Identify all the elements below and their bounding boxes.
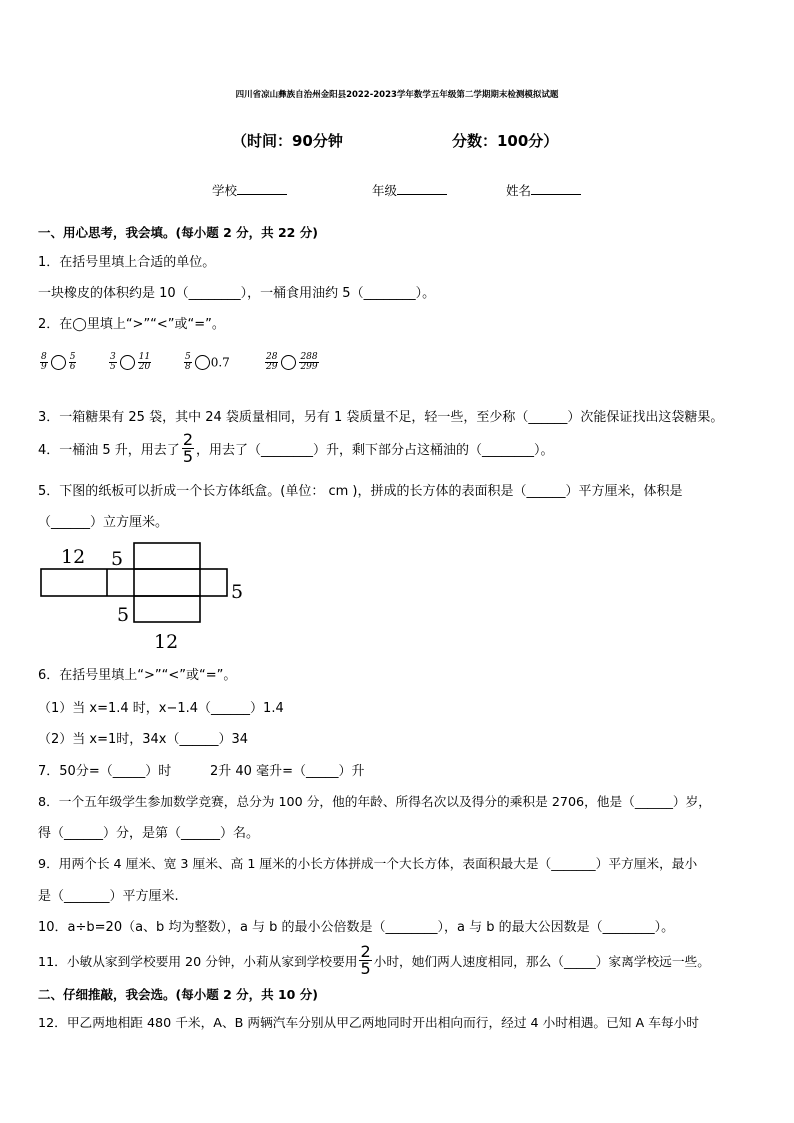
grade-label: 年级 <box>372 183 398 198</box>
question-11-text: 11．小敏从家到学校要用 20 分钟，小莉从家到学校要用 $\frac{2}{5}$ 小时，她们两人速度相同，那么（_____）家离学校远一些。 <box>38 942 710 978</box>
question-6-part1: （1）当 x=1.4 时，x−1.4（______）1.4 <box>38 701 284 716</box>
name-label: 姓名 <box>506 183 532 198</box>
question-9-text: 9．用两个长 4 厘米、宽 3 厘米、高 1 厘米的小长方体拼成一个大长方体，表面积最大是（_______）平方厘米，最小 <box>38 856 698 871</box>
compare-circle[interactable] <box>195 355 210 370</box>
question-8-text-2: 得（______）分，是第（______）名。 <box>38 826 260 841</box>
name-blank[interactable] <box>531 182 581 195</box>
fraction: $\frac{28}{29}$ <box>266 352 278 372</box>
question-5-text-2: （______）立方厘米。 <box>38 515 169 530</box>
fraction: $\frac{5}{6}$ <box>69 352 76 372</box>
question-2-text: 2．在◯里填上“>”“<”或“=”。 <box>38 317 225 332</box>
question-6-text: 6．在括号里填上“>”“<”或“=”。 <box>38 668 237 683</box>
name-field <box>506 181 581 199</box>
question-9-text-2: 是（_______）平方厘米. <box>38 889 179 904</box>
school-blank[interactable] <box>237 182 287 195</box>
section-heading-1: 一、用心思考，我会填。(每小题 2 分，共 22 分) <box>38 225 318 240</box>
fraction: $\frac{5}{8}$ <box>185 352 191 372</box>
grade-blank[interactable] <box>397 182 447 195</box>
question-6-part2: （2）当 x=1时，34x（______）34 <box>38 732 249 747</box>
question-5-text: 5．下图的纸板可以折成一个长方体纸盒。(单位： cm )，拼成的长方体的表面积是（______）平方厘米，体积是 <box>38 484 683 499</box>
label-top-mid: 5 <box>111 548 124 570</box>
question-8-text: 8．一个五年级学生参加数学竞赛，总分为 100 分，他的年龄、所得名次以及得分的乘积是 2706，他是（______）岁， <box>38 794 711 809</box>
exam-time: （时间：90分钟 <box>232 132 343 150</box>
label-bottom: 12 <box>154 631 179 653</box>
grade-field <box>372 181 447 199</box>
school-field <box>212 181 287 199</box>
fraction: $\frac{288}{299}$ <box>300 352 318 372</box>
fraction: $\frac{3}{5}$ <box>110 352 116 372</box>
compare-item <box>107 353 153 372</box>
compare-item <box>263 353 321 372</box>
compare-circle[interactable] <box>120 355 135 370</box>
question-1-text: 1．在括号里填上合适的单位。 <box>38 255 216 270</box>
question-3-text: 3．一箱糖果有 25 袋，其中 24 袋质量相同，另有 1 袋质量不足，轻一些，至少称（______）次能保证找出这袋糖果。 <box>38 410 724 425</box>
question-12-text: 12．甲乙两地相距 480 千米，A、B 两辆汽车分别从甲乙两地同时开出相向而行，经过 4 小时相遇。已知 A 车每小时 <box>38 1015 699 1030</box>
section-heading-2: 二、仔细推敲，我会选。(每小题 2 分，共 10 分) <box>38 987 318 1002</box>
box-net-figure <box>38 540 253 656</box>
compare-circle[interactable] <box>281 355 296 370</box>
exam-score: 分数：100分） <box>452 132 559 150</box>
question-10-text: 10．a÷b=20（a、b 均为整数），a 与 b 的最小公倍数是（________），a 与 b 的最大公因数是（________）。 <box>38 920 675 935</box>
compare-item <box>38 353 78 372</box>
question-7-part2: 2升 40 毫升=（_____）升 <box>210 764 365 779</box>
label-bottom-mid: 5 <box>117 604 130 626</box>
fraction: $\frac{2}{5}$ <box>360 942 371 978</box>
question-7-part1: 7．50分=（_____）时 <box>38 764 172 779</box>
compare-circle[interactable] <box>51 355 66 370</box>
school-label: 学校 <box>212 183 238 198</box>
question-1-blanks: 一块橡皮的体积约是 10（________），一桶食用油约 5（________）。 <box>38 286 436 301</box>
fraction: $\frac{11}{20}$ <box>138 352 151 372</box>
compare-item: $\frac{5}{8}$ 0.7 <box>185 352 230 372</box>
fraction: $\frac{2}{5}$ <box>182 430 193 466</box>
label-right: 5 <box>231 581 244 603</box>
fraction: $\frac{8}{9}$ <box>41 352 47 372</box>
question-4-text: 4．一桶油 5 升，用去了 $\frac{2}{5}$ ，用去了（________）升，剩下部分占这桶油的（________）。 <box>38 430 554 466</box>
label-top-left: 12 <box>61 546 86 568</box>
page-title: 四川省凉山彝族自治州金阳县2022-2023学年数学五年级第二学期期末检测模拟试题 <box>235 90 559 100</box>
